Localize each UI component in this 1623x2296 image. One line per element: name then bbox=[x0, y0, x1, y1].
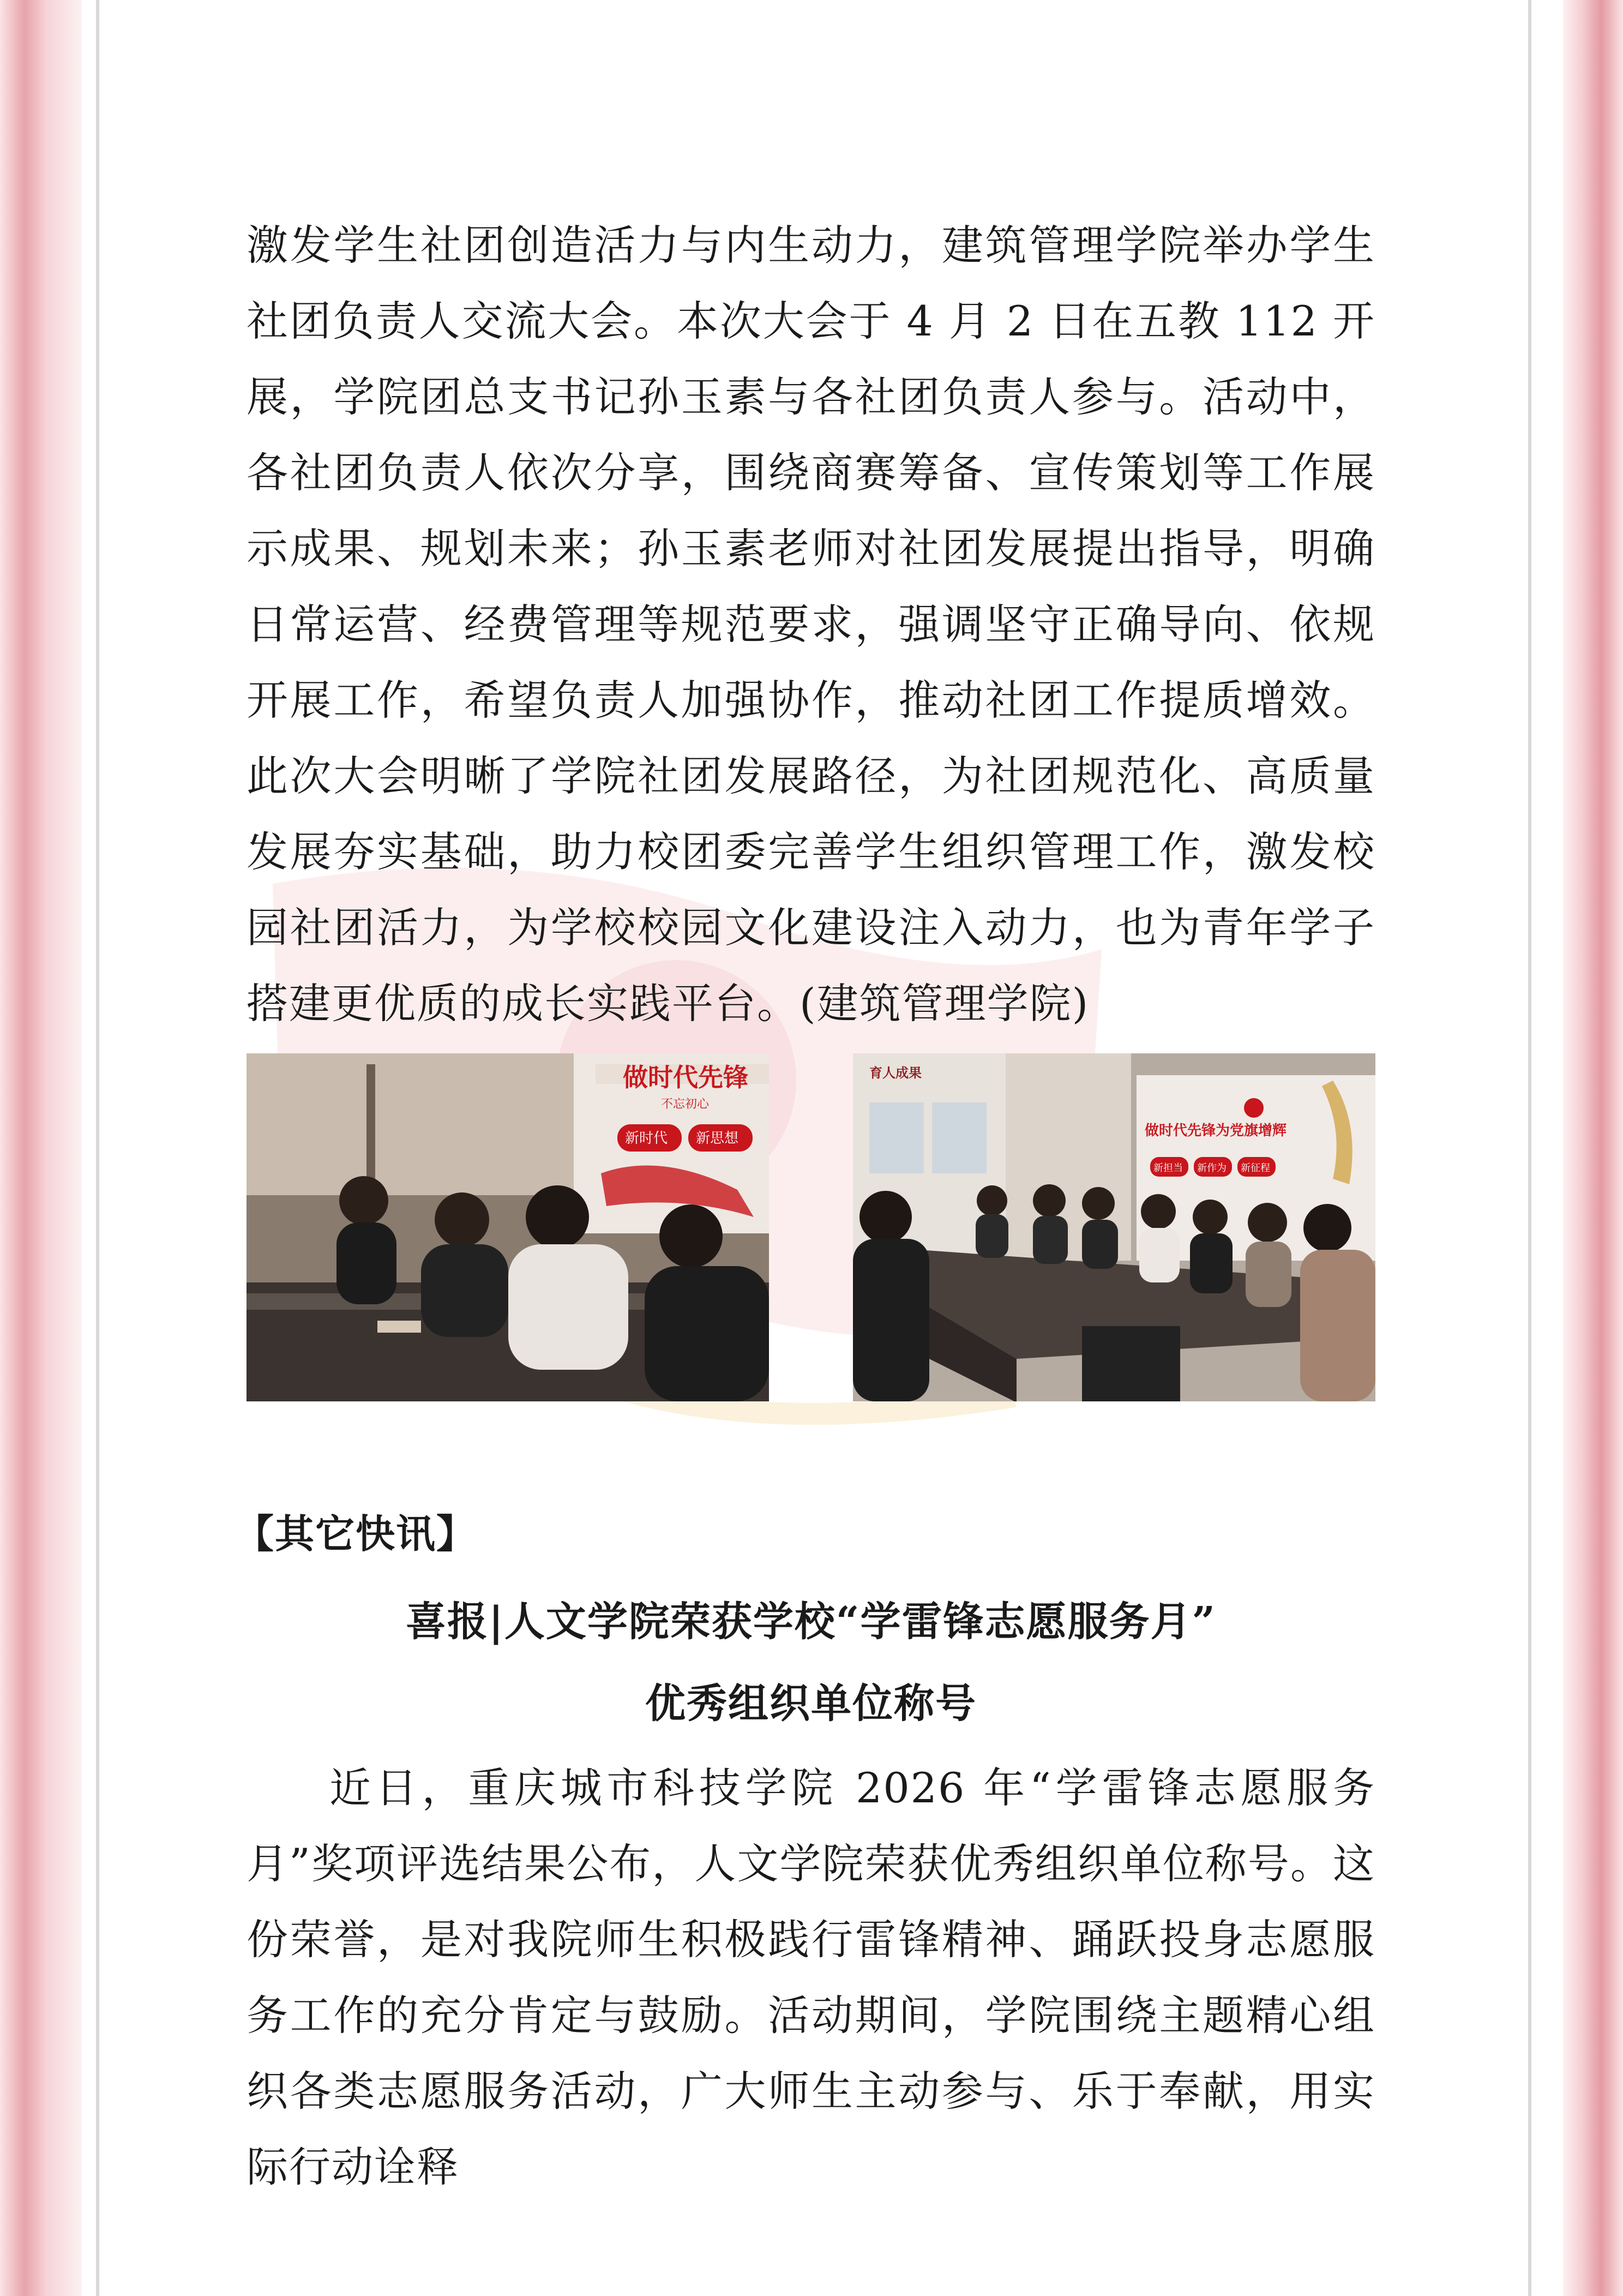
meeting-photo-left bbox=[247, 1053, 769, 1401]
left-border-rule bbox=[96, 0, 99, 2296]
page-content bbox=[235, 207, 1375, 2205]
article-paragraph: 激发学生社团创造活力与内生动力，建筑管理学院举办学生社团负责人交流大会。本次大会于 4 月 2 日在五教 112 开展，学院团总支书记孙玉素与各社团负责人参与。活动中，各社团负责人依次分享，围绕商赛筹备、宣传策划等工作展示成果、规划未来；孙玉素老师对社团发展提出指导，明确日常运营、经费管理等规范要求，强调坚守正确导向、依规开展工作，希望负责人加强协作，推动社团工作提质增效。此次大会明晰了学院社团发展路径，为社团规范化、高质量发展夯实基础，助力校团委完善学生组织管理工作，激发校园社团活力，为学校校园文化建设注入动力，也为青年学子搭建更优质的成长实践平台。(建筑管理学院) bbox=[247, 221, 1375, 1028]
wall-slogan-text: 做时代先锋为党旗增辉 bbox=[1145, 1123, 1287, 1139]
wall-badge-text-1: 新时代 bbox=[625, 1130, 668, 1147]
wall-badge-text-3: 新征程 bbox=[1241, 1162, 1270, 1174]
left-border-stripe bbox=[0, 0, 82, 2296]
news-headline bbox=[247, 1581, 1375, 1745]
right-border-stripe bbox=[1563, 0, 1623, 2296]
right-border-rule bbox=[1528, 0, 1531, 2296]
wall-subslogan-text: 不忘初心 bbox=[661, 1098, 710, 1111]
section-title: 【其它快讯】 bbox=[235, 1511, 477, 1557]
wall-slogan-text: 做时代先锋 bbox=[623, 1063, 748, 1092]
wall-badge-text-1: 新担当 bbox=[1153, 1162, 1183, 1174]
wall-badge-text-2: 新思想 bbox=[696, 1130, 739, 1147]
wall-plaque-text: 育人成果 bbox=[869, 1065, 922, 1081]
news-headline-line-2: 优秀组织单位称号 bbox=[645, 1680, 977, 1727]
news-headline-line-1: 喜报|人文学院荣获学校“学雷锋志愿服务月” bbox=[405, 1598, 1217, 1645]
news-body: 近日，重庆城市科技学院 2026 年“学雷锋志愿服务月”奖项评选结果公布，人文学院荣获优秀组织单位称号。这份荣誉，是对我院师生积极践行雷锋精神、踊跃投身志愿服务工作的充分肯定与鼓励。活动期间，学院围绕主题精心组织各类志愿服务活动，广大师生主动参与、乐于奉献，用实际行动诠释 bbox=[247, 1764, 1375, 2191]
meeting-photo-right bbox=[853, 1053, 1375, 1401]
wall-badge-text-2: 新作为 bbox=[1197, 1162, 1227, 1174]
photo-row bbox=[247, 1053, 1375, 1401]
